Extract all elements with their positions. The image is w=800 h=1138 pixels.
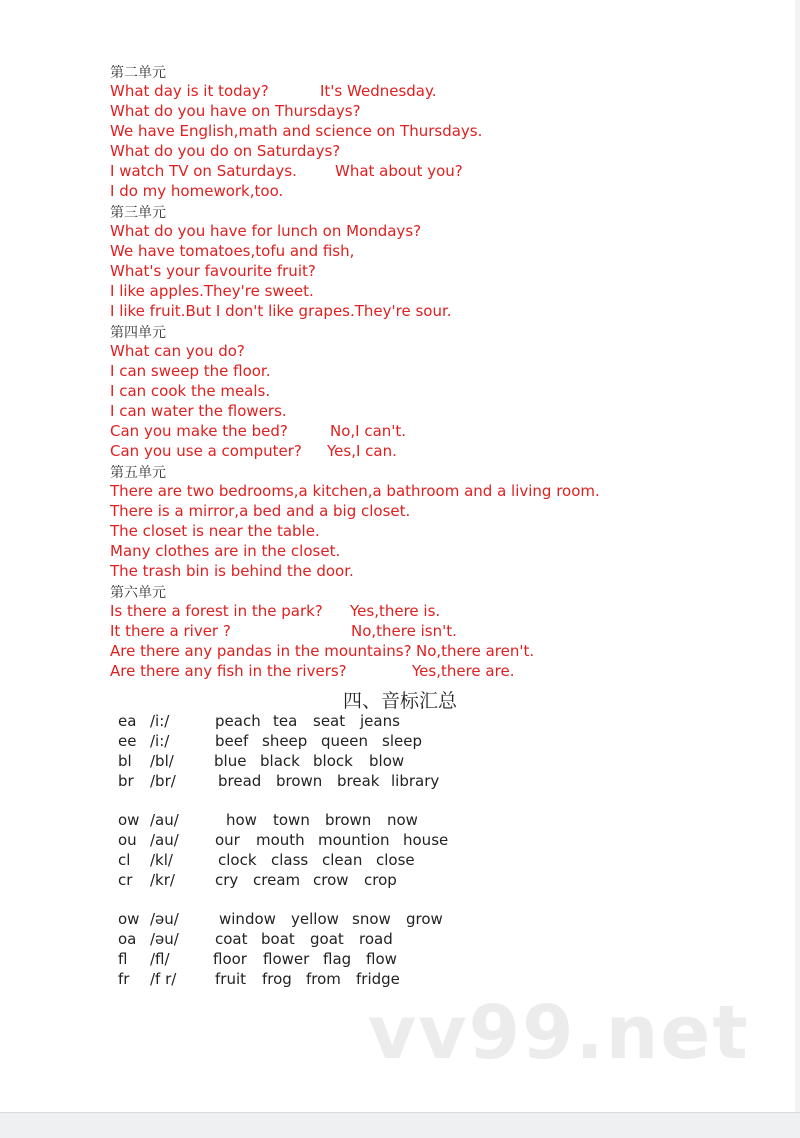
phonics-word: floor xyxy=(213,950,247,968)
phonics-letters: cr xyxy=(118,871,133,889)
phonics-word: cry xyxy=(215,871,239,889)
dialog-line: There are two bedrooms,a kitchen,a bathroom and a living room. xyxy=(110,482,600,500)
phonics-word: town xyxy=(273,811,310,829)
phonics-word: goat xyxy=(310,930,344,948)
unit-heading: 第二单元 xyxy=(110,65,166,81)
dialog-line: There is a mirror,a bed and a big closet. xyxy=(110,502,411,520)
phonics-letters: ea xyxy=(118,712,137,730)
phonics-word: clock xyxy=(218,851,257,869)
phonics-word: jeans xyxy=(360,712,400,730)
phonics-word: crop xyxy=(364,871,397,889)
phonics-word: brown xyxy=(325,811,372,829)
phonics-letters: bl xyxy=(118,752,132,770)
phonics-letters: ee xyxy=(118,732,137,750)
phonics-word: house xyxy=(403,831,449,849)
dialog-line: What do you do on Saturdays? xyxy=(110,142,341,160)
unit-heading: 第五单元 xyxy=(110,465,166,481)
dialog-line: We have English,math and science on Thursdays. xyxy=(110,122,483,140)
phonics-symbol: /f r/ xyxy=(150,970,177,988)
phonics-word: library xyxy=(391,772,440,790)
phonics-word: break xyxy=(337,772,380,790)
phonics-symbol: /br/ xyxy=(150,772,176,790)
phonics-letters: cl xyxy=(118,851,131,869)
phonics-word: from xyxy=(306,970,341,988)
dialog-line: I like fruit.But I don't like grapes.They're sour. xyxy=(110,302,452,320)
phonics-word: our xyxy=(215,831,240,849)
phonics-word: clean xyxy=(322,851,363,869)
phonics-letters: fl xyxy=(118,950,128,968)
phonics-word: class xyxy=(271,851,309,869)
dialog-answer: Yes,I can. xyxy=(327,442,397,460)
phonics-symbol: /bl/ xyxy=(150,752,174,770)
unit-heading: 第三单元 xyxy=(110,205,166,221)
phonics-word: mountion xyxy=(318,831,390,849)
phonics-symbol: /kl/ xyxy=(150,851,173,869)
phonics-word: blow xyxy=(369,752,405,770)
phonics-word: fridge xyxy=(356,970,400,988)
phonics-word: close xyxy=(376,851,415,869)
dialog-line: I can sweep the floor. xyxy=(110,362,271,380)
dialog-answer: Yes,there is. xyxy=(350,602,441,620)
dialog-line: Are there any fish in the rivers? xyxy=(110,662,347,680)
dialog-line: The closet is near the table. xyxy=(110,522,320,540)
dialog-line: Are there any pandas in the mountains? xyxy=(110,642,412,660)
dialog-line: What day is it today? xyxy=(110,82,269,100)
dialog-line: The trash bin is behind the door. xyxy=(110,562,354,580)
phonics-word: black xyxy=(260,752,300,770)
dialog-line: Many clothes are in the closet. xyxy=(110,542,341,560)
phonics-word: now xyxy=(387,811,418,829)
phonics-word: boat xyxy=(261,930,295,948)
phonics-word: fruit xyxy=(215,970,247,988)
phonics-word: tea xyxy=(273,712,298,730)
phonics-word: blue xyxy=(214,752,247,770)
dialog-line: I like apples.They're sweet. xyxy=(110,282,314,300)
dialog-line: Can you use a computer? xyxy=(110,442,302,460)
phonics-word: road xyxy=(359,930,393,948)
phonics-word: brown xyxy=(276,772,323,790)
phonics-letters: fr xyxy=(118,970,130,988)
dialog-line: Can you make the bed? xyxy=(110,422,288,440)
phonics-symbol: /fl/ xyxy=(150,950,170,968)
dialog-line: I watch TV on Saturdays. xyxy=(110,162,297,180)
phonics-word: coat xyxy=(215,930,248,948)
unit-heading: 第六单元 xyxy=(110,585,166,601)
phonics-word: flag xyxy=(323,950,352,968)
phonics-letters: ow xyxy=(118,910,140,928)
dialog-line: It there a river ? xyxy=(110,622,231,640)
phonics-section-title: 四、音标汇总 xyxy=(342,690,457,712)
phonics-word: seat xyxy=(313,712,346,730)
dialog-answer: Yes,there are. xyxy=(412,662,515,680)
phonics-letters: ou xyxy=(118,831,137,849)
phonics-word: snow xyxy=(352,910,391,928)
phonics-word: queen xyxy=(321,732,368,750)
dialog-line: Is there a forest in the park? xyxy=(110,602,323,620)
phonics-word: peach xyxy=(215,712,261,730)
dialog-answer: What about you? xyxy=(335,162,463,180)
phonics-symbol: /au/ xyxy=(150,831,179,849)
dialog-answer: No,there aren't. xyxy=(416,642,535,660)
phonics-word: sheep xyxy=(262,732,308,750)
phonics-word: window xyxy=(219,910,276,928)
dialog-line: I do my homework,too. xyxy=(110,182,284,200)
phonics-word: how xyxy=(226,811,257,829)
dialog-line: I can water the flowers. xyxy=(110,402,287,420)
phonics-letters: br xyxy=(118,772,134,790)
unit-heading: 第四单元 xyxy=(110,325,166,341)
dialog-answer: No,I can't. xyxy=(330,422,407,440)
phonics-symbol: /i:/ xyxy=(150,732,170,750)
phonics-word: flower xyxy=(263,950,310,968)
phonics-word: sleep xyxy=(382,732,422,750)
dialog-line: What's your favourite fruit? xyxy=(110,262,316,280)
phonics-word: mouth xyxy=(256,831,305,849)
phonics-word: bread xyxy=(218,772,262,790)
phonics-word: grow xyxy=(406,910,443,928)
watermark: vv99.net xyxy=(368,990,750,1076)
bottom-scroll-bar[interactable] xyxy=(0,1112,800,1138)
phonics-letters: oa xyxy=(118,930,137,948)
dialog-line: I can cook the meals. xyxy=(110,382,271,400)
phonics-symbol: /əu/ xyxy=(150,910,179,928)
phonics-word: cream xyxy=(253,871,301,889)
phonics-symbol: /i:/ xyxy=(150,712,170,730)
phonics-word: frog xyxy=(262,970,292,988)
page-edge xyxy=(795,0,800,1112)
dialog-line: What do you have for lunch on Mondays? xyxy=(110,222,422,240)
dialog-answer: No,there isn't. xyxy=(351,622,457,640)
dialog-line: What do you have on Thursdays? xyxy=(110,102,361,120)
phonics-word: block xyxy=(313,752,353,770)
phonics-word: flow xyxy=(366,950,397,968)
phonics-symbol: /kr/ xyxy=(150,871,175,889)
dialog-line: We have tomatoes,tofu and fish, xyxy=(110,242,355,260)
dialog-answer: It's Wednesday. xyxy=(320,82,437,100)
phonics-word: crow xyxy=(313,871,349,889)
phonics-symbol: /au/ xyxy=(150,811,179,829)
phonics-word: beef xyxy=(215,732,249,750)
phonics-word: yellow xyxy=(291,910,339,928)
phonics-letters: ow xyxy=(118,811,140,829)
dialog-line: What can you do? xyxy=(110,342,245,360)
phonics-symbol: /əu/ xyxy=(150,930,179,948)
